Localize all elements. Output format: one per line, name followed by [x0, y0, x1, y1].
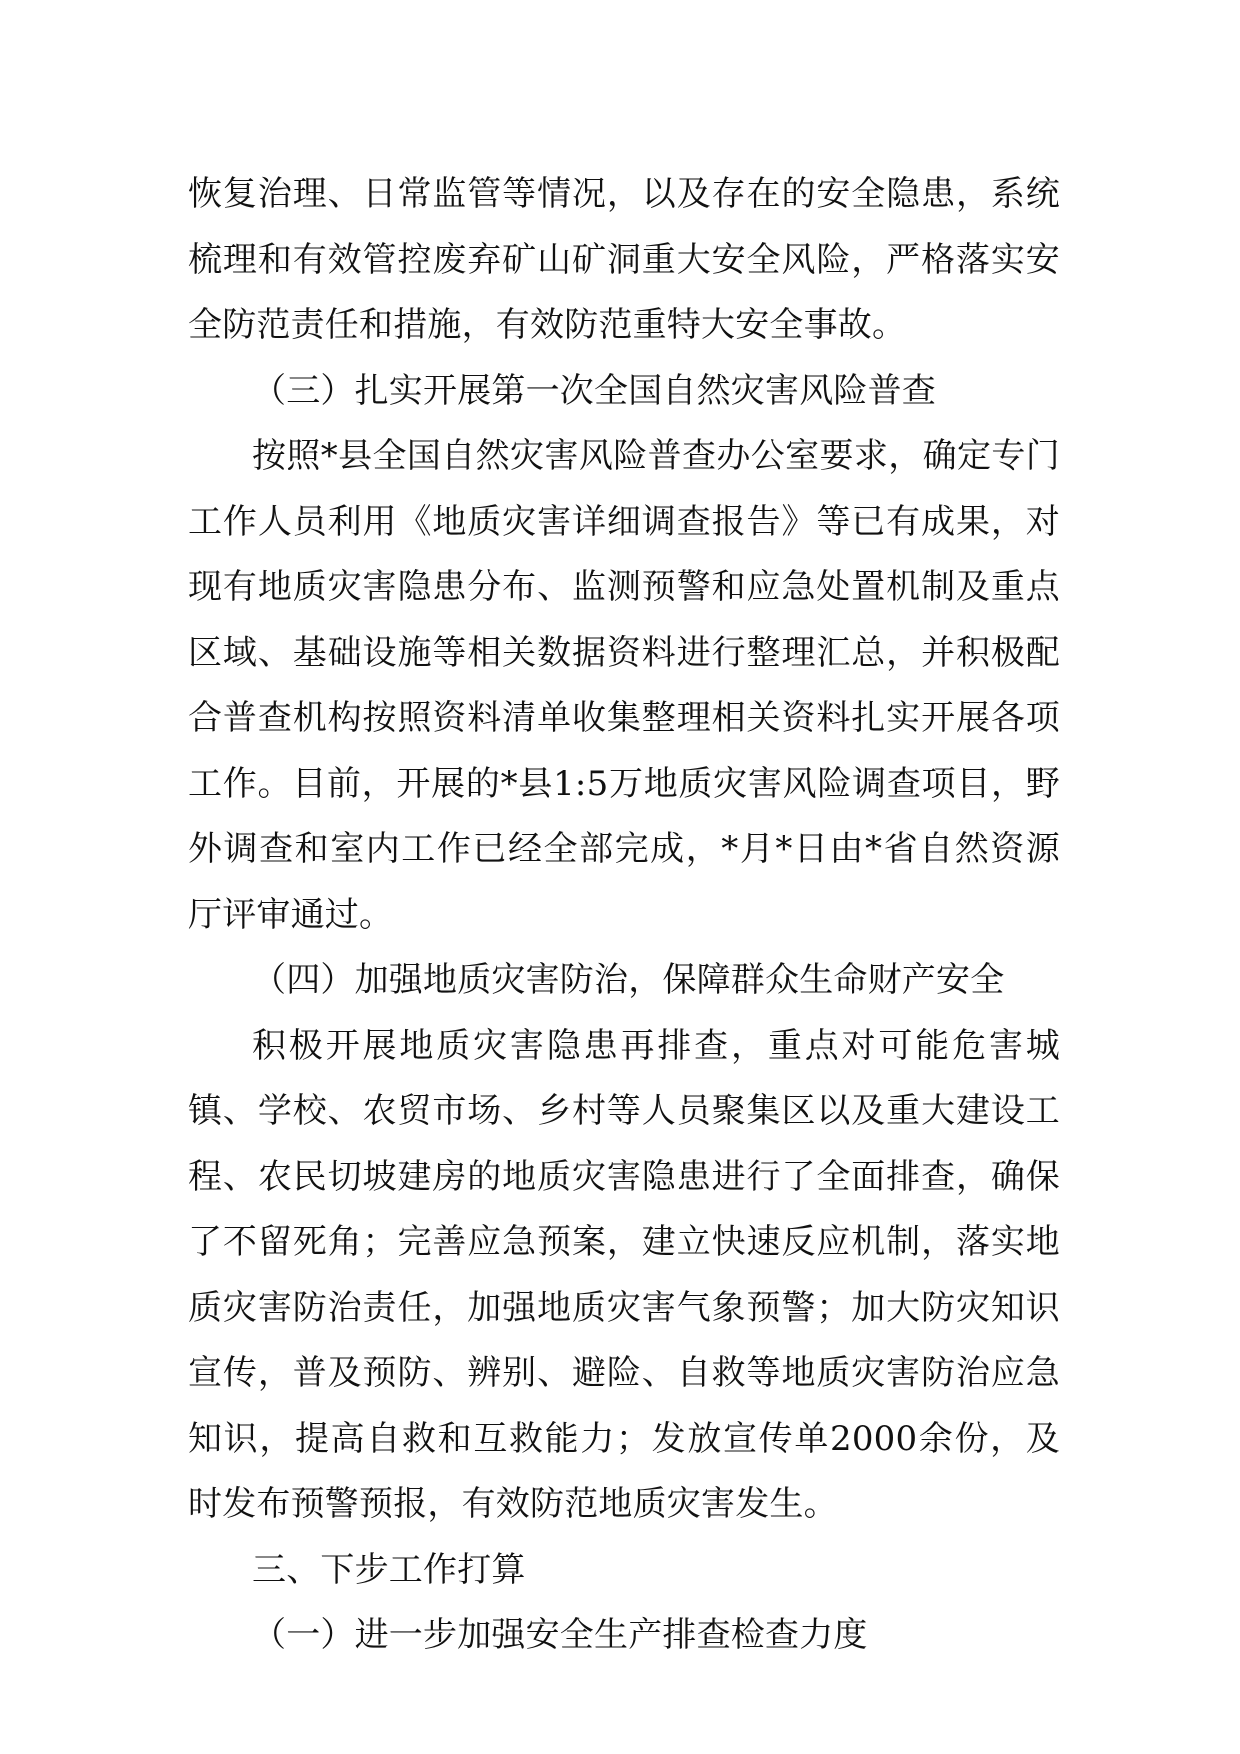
section-heading-three: （三）扎实开展第一次全国自然灾害风险普查 [252, 370, 936, 411]
document-body [188, 162, 1060, 1669]
chapter-heading-next-steps: 三、下步工作打算 [252, 1549, 526, 1590]
section-heading-one: （一）进一步加强安全生产排查检查力度 [252, 1615, 868, 1655]
paragraph-risk-survey: 按照*县全国自然灾害风险普查办公室要求，确定专门工作人员利用《地质灾害详细调查报告》等已有成果，对现有地质灾害隐患分布、监测预警和应急处置机制及重点区域、基础设施等相关数据资料进行整理汇总，并积极配合普查机构按照资料清单收集整理相关资料扎实开展各项工作。目前，开展的*县1:5万地质灾害风险调查项目，野外调查和室内工作已经全部完成，*月*日由*省自然资源厅评审通过。 [188, 436, 1060, 935]
paragraph-continuation: 恢复治理、日常监管等情况，以及存在的安全隐患，系统梳理和有效管控废弃矿山矿洞重大安全风险，严格落实安全防范责任和措施，有效防范重特大安全事故。 [188, 174, 1060, 345]
section-heading-four: （四）加强地质灾害防治，保障群众生命财产安全 [252, 960, 1005, 1000]
paragraph-disaster-prevention: 积极开展地质灾害隐患再排查，重点对可能危害城镇、学校、农贸市场、乡村等人员聚集区以及重大建设工程、农民切坡建房的地质灾害隐患进行了全面排查，确保了不留死角；完善应急预案，建立快速反应机制，落实地质灾害防治责任，加强地质灾害气象预警；加大防灾知识宣传，普及预防、辨别、避险、自救等地质灾害防治应急知识，提高自救和互救能力；发放宣传单2000余份，及时发布预警预报，有效防范地质灾害发生。 [188, 1025, 1060, 1524]
